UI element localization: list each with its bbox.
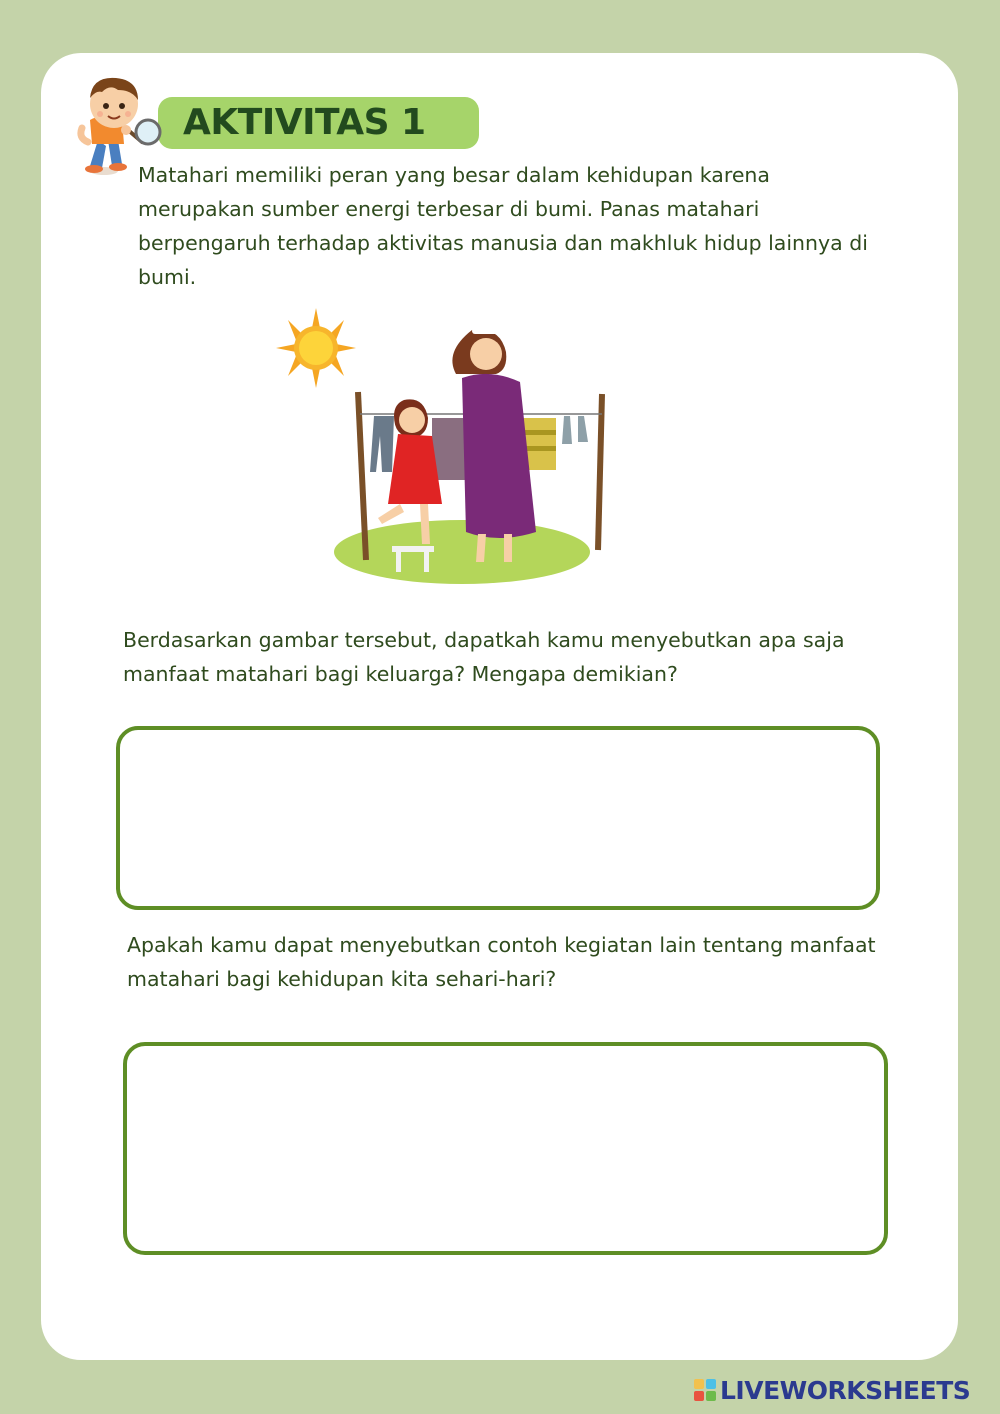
question-1: Berdasarkan gambar tersebut, dapatkah kamu menyebutkan apa saja manfaat matahari bagi keluarga? Mengapa demikian? bbox=[123, 628, 845, 686]
question-2: Apakah kamu dapat menyebutkan contoh kegiatan lain tentang manfaat matahari bagi kehidupan kita sehari-hari? bbox=[127, 933, 876, 991]
answer-box-2[interactable] bbox=[123, 1042, 888, 1255]
mother-daughter-laundry-illustration bbox=[272, 308, 624, 590]
answer-box-1[interactable] bbox=[116, 726, 880, 910]
liveworksheets-logo-icon bbox=[692, 1377, 718, 1403]
brand-name: LIVEWORKSHEETS bbox=[720, 1375, 971, 1405]
activity-title: AKTIVITAS 1 bbox=[183, 102, 426, 143]
intro-paragraph: Matahari memiliki peran yang besar dalam kehidupan karena merupakan sumber energi terbesar di bumi. Panas matahari berpengaruh terhadap aktivitas manusia dan makhluk hidup lainnya di bumi. bbox=[138, 163, 868, 289]
liveworksheets-brand[interactable] bbox=[692, 1374, 970, 1406]
sun-icon bbox=[276, 308, 356, 388]
